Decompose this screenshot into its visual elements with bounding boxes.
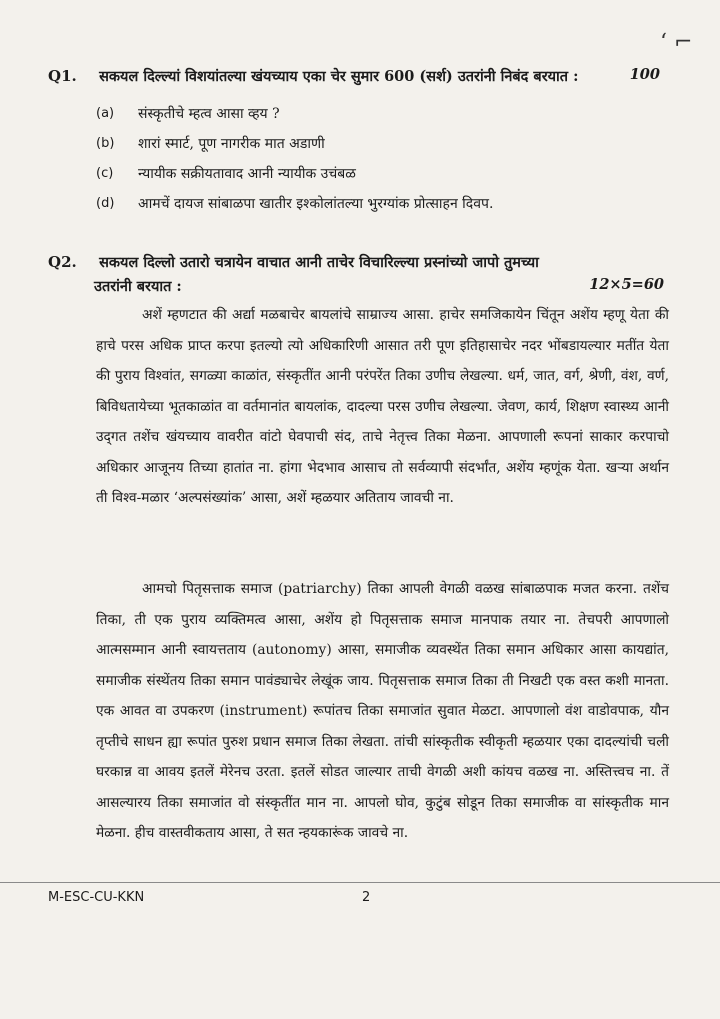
option-label: (a)	[96, 105, 115, 121]
option-label: (b)	[96, 135, 115, 151]
passage-paragraph-1: अशें म्हणटात की अर्द्या मळबाचेर बायलांचे साम्राज्य आसा. हाचेर समजिकायेन चिंतून अशेंय म्हणू येता की हाचे परस अधिक प्राप्त करपा इतल्यो त्यो अधिकारिणी आसात तरी पूण इतिहासाचेर नदर भोंबडायल्यार मतींत येता की पुराय विश्वांत, सगळ्या काळांत, संस्कृतींत आनी परंपरेंत तिका उणीच लेखल्या. धर्म, जात, वर्ग, श्रेणी, वंश, वर्ण, बिविधतायेच्या भूतकाळांत वा वर्तमानांत बायलांक, दादल्या परस उणीच लेखल्या. जेवण, कार्य, शिक्षण स्वास्थ्य आनी उद्‌गत तशेंच खंयच्याय वावरीत वांटो घेवपाची संद, ताचे नेतृत्त्व तिका मेळना. आपणाली रूपनां साकार करपाचो अधिकार आजूनय तिच्या हातांत ना. हांगा भेदभाव आसाच तो सर्वव्यापी संदर्भांत, अशेंय म्हणूंक येता. खऱ्या अर्थान ती विश्व-मळार ‘अल्पसंख्यांक’ आसा, अशें म्हळयार अतिताय जावची ना.	[96, 307, 669, 506]
page-number: 2	[362, 890, 371, 905]
option-text: न्यायीक सक्रीयतावाद आनी न्यायीक उचंबळ	[138, 165, 356, 182]
option-text: शारां स्मार्ट, पूण नागरीक मात अडाणी	[138, 135, 325, 152]
option-c	[96, 158, 678, 188]
corner-pen-mark: ʻ ⌐	[660, 30, 693, 55]
option-d	[96, 188, 678, 218]
question-2-number: Q2.	[48, 253, 77, 271]
footer-divider	[0, 882, 720, 883]
option-text: आमचें दायज सांबाळपा खातीर इश्कोलांतल्या भुरग्यांक प्रोत्साहन दिवप.	[138, 195, 494, 212]
question-2-text-line2: उतरांनी बरयात :	[94, 278, 182, 295]
question-2	[48, 252, 678, 296]
question-1-number: Q1.	[48, 67, 77, 85]
option-text: संस्कृतीचे म्हत्व आसा व्हय ?	[138, 105, 280, 122]
question-1-marks: 100	[629, 66, 660, 83]
option-label: (c)	[96, 165, 114, 181]
option-b	[96, 128, 678, 158]
question-1	[48, 66, 678, 218]
option-a	[96, 98, 678, 128]
passage-paragraph-2: आमचो पितृसत्ताक समाज (patriarchy) तिका आपली वेगळी वळख सांबाळपाक मजत करना. तशेंच तिका, ती एक पुराय व्यक्तिमत्व आसा, अशेंय हो पितृसत्ताक समाज मानपाक तयार ना. तेचपरी आपणालो आत्मसम्मान आनी स्वायत्तताय (autonomy) आसा, समाजीक व्यवस्थेंत तिका समान अधिकार आसा कायद्यांत, समाजीक संस्थेंतय तिका समान पावंड्याचेर लेखूंक जाय. पितृसत्ताक समाज तिका ती निखटी एक वस्त कशी मानता. एक आवत वा उपकरण (instrument) रूपांतच तिका समाजांत सुवात मेळटा. आपणालो वंश वाडोवपाक, यौन तृप्तीचे साधन ह्या रूपांत पुरुश प्रधान समाज तिका लेखता. तांची सांस्कृतीक स्वीकृती म्हळयार एका दादल्यांची चली घरकान्न वा आवय इतलें मेरेनच उरता. इतलें सोडत जाल्यार ताची वेगळी अशी कांयच वळख ना. अस्तित्त्वच ना. तें आसल्यारय तिका समाजांत वो संस्कृतींत मान ना. आपलो घोव, कुटुंब सोडून तिका समाजीक वा सांस्कृतीक मान मेळना. हीच वास्तवीकताय आसा, ते सत न्हयकारूंक जावचे ना.	[96, 581, 669, 841]
option-label: (d)	[96, 195, 115, 211]
question-2-marks: 12×5=60	[589, 276, 664, 293]
question-1-options	[96, 98, 678, 218]
question-1-text: सकयल दिल्ल्यां विशयांतल्या खंयच्याय एका चेर सुमार 600 (सर्श) उतरांनी निबंद बरयात :	[99, 68, 579, 85]
paper-code: M-ESC-CU-KKN	[48, 890, 145, 905]
question-2-text-line1: सकयल दिल्लो उतारो चत्रायेन वाचात आनी ताचेर विचारिल्ल्या प्रस्नांच्यो जापो तुमच्या	[99, 254, 539, 271]
